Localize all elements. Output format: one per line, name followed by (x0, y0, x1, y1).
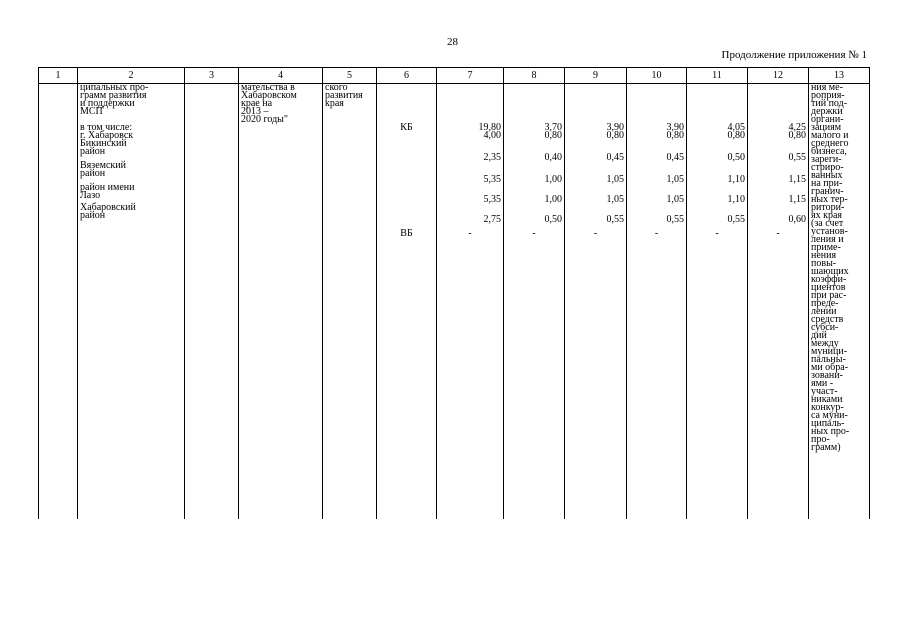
budget-source (377, 204, 437, 224)
column-header: 6 (377, 68, 437, 84)
value-cell: 0,80 (687, 132, 748, 140)
value-cell: 0,50 (504, 204, 565, 224)
value-cell: - (748, 224, 809, 519)
budget-source: КБ (377, 124, 437, 132)
value-cell: 1,10 (687, 184, 748, 204)
column-header: 4 (239, 68, 323, 84)
value-cell: 3,90 (627, 124, 687, 132)
value-cell: - (504, 224, 565, 519)
column-header: 9 (565, 68, 627, 84)
column-header: 7 (437, 68, 504, 84)
value-cell: 3,70 (504, 124, 565, 132)
table-row (39, 224, 870, 519)
row-label: район имени Лазо (78, 184, 185, 204)
value-cell: 1,00 (504, 162, 565, 184)
row-label: г. Хабаровск (78, 132, 185, 140)
value-cell: 0,55 (748, 140, 809, 162)
value-cell: 5,35 (437, 162, 504, 184)
value-cell: - (627, 224, 687, 519)
column-header: 3 (185, 68, 239, 84)
table-row (39, 84, 870, 125)
table-row (39, 140, 870, 162)
budget-table (38, 67, 870, 519)
budget-source (377, 184, 437, 204)
row-label: в том числе: (78, 124, 185, 132)
table-row (39, 162, 870, 184)
value-cell: 4,00 (437, 132, 504, 140)
row-label: Вяземский район (78, 162, 185, 184)
value-cell: 0,55 (565, 204, 627, 224)
value-cell: 1,15 (748, 184, 809, 204)
value-cell: 1,10 (687, 162, 748, 184)
value-cell: 0,40 (504, 140, 565, 162)
table-row (39, 184, 870, 204)
budget-source (377, 162, 437, 184)
value-cell: 1,05 (627, 184, 687, 204)
value-cell: 1,15 (748, 162, 809, 184)
value-cell: 0,45 (627, 140, 687, 162)
value-cell: - (565, 224, 627, 519)
column-number-row (39, 68, 870, 84)
column-header: 10 (627, 68, 687, 84)
value-cell: 4,25 (748, 124, 809, 132)
appendix-continuation: Продолжение приложения № 1 (721, 49, 867, 61)
value-cell: 0,50 (687, 140, 748, 162)
column-header: 12 (748, 68, 809, 84)
value-cell: 3,90 (565, 124, 627, 132)
value-cell: 0,80 (627, 132, 687, 140)
page-number: 28 (447, 36, 458, 48)
value-cell: 19,80 (437, 124, 504, 132)
ministry-cell: ского развития края (323, 84, 377, 125)
value-cell: 2,75 (437, 204, 504, 224)
value-cell: 0,80 (565, 132, 627, 140)
value-cell: 1,05 (565, 184, 627, 204)
table-row (39, 204, 870, 224)
value-cell: 5,35 (437, 184, 504, 204)
value-cell: 1,05 (627, 162, 687, 184)
column-header: 11 (687, 68, 748, 84)
value-cell: 4,05 (687, 124, 748, 132)
value-cell: 1,05 (565, 162, 627, 184)
value-cell: - (687, 224, 748, 519)
table-row (39, 132, 870, 140)
row-label: Бикинский район (78, 140, 185, 162)
value-cell: 0,80 (504, 132, 565, 140)
column-header: 13 (809, 68, 870, 84)
budget-source (377, 132, 437, 140)
value-cell: 1,00 (504, 184, 565, 204)
value-cell: 0,45 (565, 140, 627, 162)
value-cell: 0,55 (687, 204, 748, 224)
column-header: 5 (323, 68, 377, 84)
value-cell: - (437, 224, 504, 519)
program-name-cell: ципальных про- грамм развития и поддержки МСП (78, 84, 185, 125)
budget-source (377, 140, 437, 162)
column-header: 2 (78, 68, 185, 84)
value-cell: 0,80 (748, 132, 809, 140)
column-header: 1 (39, 68, 78, 84)
program-title-cell: мательства в Хабаровском крае на 2013 – 2020 годы" (239, 84, 323, 125)
event-description-cell: ния ме- роприя- тий под- держки органи- зациям малого и среднего бизнеса, зареги- стриро- ванных на при- гранич- ных тер- ритори- ях края (за счет установ- ления и приме- нения повы- шающих коэффи- циентов при рас- преде- лении средств субси- дий между муници- пальны- ми обра- зовани- ями - участ- никами конкур- са муни- ципаль- ных про- про- грамм) (809, 84, 870, 520)
row-label: Хабаровский район (78, 204, 185, 224)
value-cell: 0,55 (627, 204, 687, 224)
value-cell: 2,35 (437, 140, 504, 162)
value-cell: 0,60 (748, 204, 809, 224)
column-header: 8 (504, 68, 565, 84)
row-label (78, 224, 185, 519)
budget-source: ВБ (377, 224, 437, 519)
